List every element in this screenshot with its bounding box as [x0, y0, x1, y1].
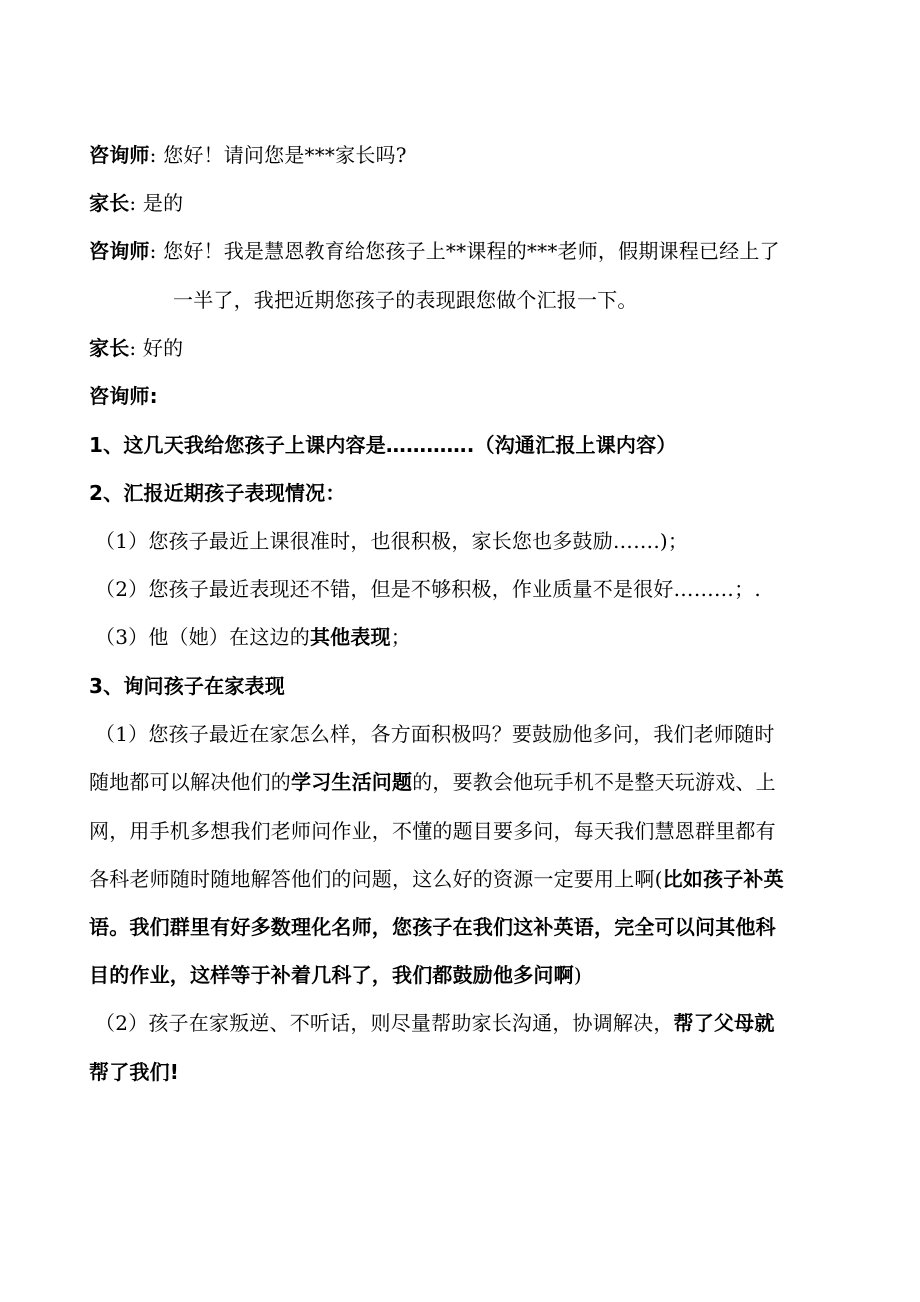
speaker-separator: :	[129, 191, 137, 215]
paragraph-line: 随地都可以解决他们的学习生活问题的，要教会他玩手机不是整天玩游戏、上	[89, 770, 776, 794]
list-item-2-1: （1）您孩子最近上课很准时，也很积极，家长您也多鼓励…….)；	[95, 529, 689, 553]
emphasis-text: 帮了父母就	[673, 1011, 775, 1035]
dialogue-line-parent-confirm	[89, 189, 183, 217]
dialogue-continuation	[173, 286, 638, 314]
speaker-label: 家长	[89, 191, 130, 215]
speaker-label: 咨询师	[89, 239, 150, 263]
dialogue-line-counselor-intro	[89, 237, 780, 265]
speaker-label: 咨询师	[89, 143, 150, 167]
paragraph-line: 目的作业，这样等于补着几科了，我们都鼓励他多问啊)	[89, 963, 582, 987]
list-item-2-3: （3）他（她）在这边的其他表现；	[95, 625, 411, 649]
paragraph-line: 网，用手机多想我们老师问作业，不懂的题目要多问，每天我们慧恩群里都有	[89, 819, 776, 843]
speaker-separator: :	[149, 384, 158, 408]
emphasis-text: 比如孩子补英	[662, 867, 784, 891]
dialogue-text: 您好！请问您是***家长吗?	[163, 143, 407, 167]
dialogue-text: 一半了，我把近期您孩子的表现跟您做个汇报一下。	[173, 288, 638, 312]
dialogue-line-parent-ok	[89, 334, 183, 362]
paragraph-line-emphasis: 语。我们群里有好多数理化名师，您孩子在我们这补英语，完全可以问其他科	[89, 915, 776, 939]
dialogue-line-counselor-header	[89, 382, 158, 410]
section-heading-1: 1、这几天我给您孩子上课内容是………….（沟通汇报上课内容）	[89, 433, 677, 457]
list-item-3-2: （2）孩子在家叛逆、不听话，则尽量帮助家长沟通，协调解决，帮了父母就	[95, 1011, 775, 1035]
paragraph-line-emphasis: 帮了我们!	[89, 1060, 180, 1084]
section-heading-3: 3、询问孩子在家表现	[89, 674, 285, 698]
dialogue-text: 您好！我是慧恩教育给您孩子上**课程的***老师，假期课程已经上了	[163, 239, 780, 263]
dialogue-line-counselor-greeting	[89, 141, 407, 169]
emphasis-text: 学习生活问题	[291, 770, 413, 794]
list-item-3-1: （1）您孩子最近在家怎么样，各方面积极吗？要鼓励他多问，我们老师随时	[95, 722, 775, 746]
speaker-separator: :	[149, 239, 157, 263]
paragraph-line: 各科老师随时随地解答他们的问题，这么好的资源一定要用上啊(比如孩子补英	[89, 867, 784, 891]
speaker-separator: :	[149, 143, 157, 167]
emphasis-text: 其他表现	[309, 625, 391, 649]
emphasis-text: 目的作业，这样等于补着几科了，我们都鼓励他多问啊	[89, 963, 574, 987]
dialogue-text: 是的	[142, 191, 184, 215]
speaker-label: 咨询师	[89, 384, 150, 408]
section-heading-2: 2、汇报近期孩子表现情况：	[89, 481, 346, 505]
speaker-label: 家长	[89, 336, 130, 360]
list-item-2-2: （2）您孩子最近表现还不错，但是不够积极，作业质量不是很好………；.	[95, 577, 761, 601]
speaker-separator: :	[129, 336, 137, 360]
dialogue-text: 好的	[142, 336, 184, 360]
